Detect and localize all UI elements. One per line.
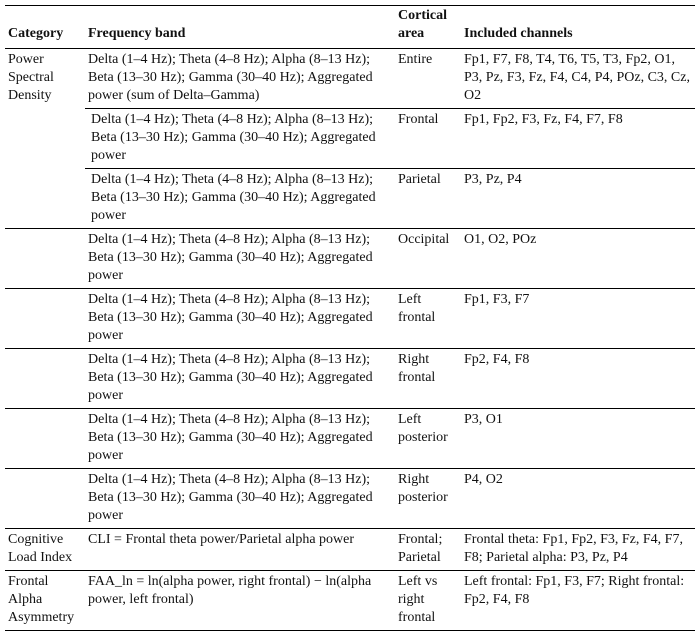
cell-category: [5, 349, 85, 409]
cell-category: [5, 289, 85, 349]
table-top-rule: [5, 5, 695, 6]
cell-band: Delta (1–4 Hz); Theta (4–8 Hz); Alpha (8–13 Hz); Beta (13–30 Hz); Gamma (30–40 Hz); Aggregated power: [85, 289, 395, 349]
cell-band: Delta (1–4 Hz); Theta (4–8 Hz); Alpha (8–13 Hz); Beta (13–30 Hz); Gamma (30–40 Hz); Aggregated power: [85, 229, 395, 289]
table-row: [5, 571, 695, 631]
header-frequency-band: Frequency band: [85, 7, 395, 49]
cell-band: Delta (1–4 Hz); Theta (4–8 Hz); Alpha (8–13 Hz); Beta (13–30 Hz); Gamma (30–40 Hz); Aggregated power (sum of Delta–Gamma): [88, 52, 373, 103]
cell-area: Frontal: [395, 109, 461, 169]
cell-channels: Fp1, F7, F8, T4, T6, T5, T3, Fp2, O1, P3, Pz, F3, Fz, F4, C4, P4, POz, C3, Cz, O2: [464, 52, 690, 103]
table-header-row: [5, 7, 695, 49]
cell-category: [5, 109, 85, 169]
cell-area: Left vs right frontal: [395, 571, 461, 631]
table-row: [5, 169, 695, 229]
cell-band: Delta (1–4 Hz); Theta (4–8 Hz); Alpha (8–13 Hz); Beta (13–30 Hz); Gamma (30–40 Hz); Aggregated power: [85, 169, 395, 229]
cell-band: Delta (1–4 Hz); Theta (4–8 Hz); Alpha (8–13 Hz); Beta (13–30 Hz); Gamma (30–40 Hz); Aggregated power: [85, 109, 395, 169]
cell-band: Delta (1–4 Hz); Theta (4–8 Hz); Alpha (8–13 Hz); Beta (13–30 Hz); Gamma (30–40 Hz); Aggregated power: [85, 409, 395, 469]
cell-channels: Left frontal: Fp1, F3, F7; Right frontal: Fp2, F4, F8: [461, 571, 695, 631]
cell-channels: Fp2, F4, F8: [461, 349, 695, 409]
table-row: [5, 409, 695, 469]
cell-area: Parietal: [395, 169, 461, 229]
cell-channels: P3, O1: [461, 409, 695, 469]
cell-category: [5, 409, 85, 469]
cell-category: Power Spectral Density: [8, 52, 54, 103]
cell-category: [5, 169, 85, 229]
cell-category: [5, 469, 85, 529]
channel-table: [5, 7, 695, 631]
table-row: [5, 289, 695, 349]
cell-channels: Fp1, Fp2, F3, Fz, F4, F7, F8: [461, 109, 695, 169]
cell-channels: P4, O2: [461, 469, 695, 529]
cell-band: FAA_ln = ln(alpha power, right frontal) − ln(alpha power, left frontal): [85, 571, 395, 631]
cell-band: CLI = Frontal theta power/Parietal alpha power: [85, 529, 395, 571]
header-cortical-area: Cortical area: [395, 7, 461, 49]
table-row: [5, 109, 695, 169]
cell-area: Left posterior: [395, 409, 461, 469]
header-category: Category: [5, 7, 85, 49]
cell-band: Delta (1–4 Hz); Theta (4–8 Hz); Alpha (8–13 Hz); Beta (13–30 Hz); Gamma (30–40 Hz); Aggregated power: [85, 469, 395, 529]
header-included-channels: Included channels: [461, 7, 695, 49]
cell-channels: P3, Pz, P4: [461, 169, 695, 229]
cell-category: Cognitive Load Index: [5, 529, 85, 571]
table-row: [5, 349, 695, 409]
cell-channels: Fp1, F3, F7: [461, 289, 695, 349]
table-row: [5, 229, 695, 289]
cell-category: [5, 229, 85, 289]
table-row: [5, 469, 695, 529]
cell-area: Right posterior: [395, 469, 461, 529]
cell-area: Left frontal: [395, 289, 461, 349]
cell-area: Occipital: [395, 229, 461, 289]
table-row: [5, 49, 695, 109]
cell-category: Frontal Alpha Asymmetry: [5, 571, 85, 631]
cell-channels: O1, O2, POz: [461, 229, 695, 289]
cell-area: Frontal; Parietal: [395, 529, 461, 571]
cell-area: Entire: [398, 52, 433, 67]
cell-band: Delta (1–4 Hz); Theta (4–8 Hz); Alpha (8–13 Hz); Beta (13–30 Hz); Gamma (30–40 Hz); Aggregated power: [85, 349, 395, 409]
cell-area: Right frontal: [395, 349, 461, 409]
table-row: [5, 529, 695, 571]
cell-channels: Frontal theta: Fp1, Fp2, F3, Fz, F4, F7, F8; Parietal alpha: P3, Pz, P4: [461, 529, 695, 571]
